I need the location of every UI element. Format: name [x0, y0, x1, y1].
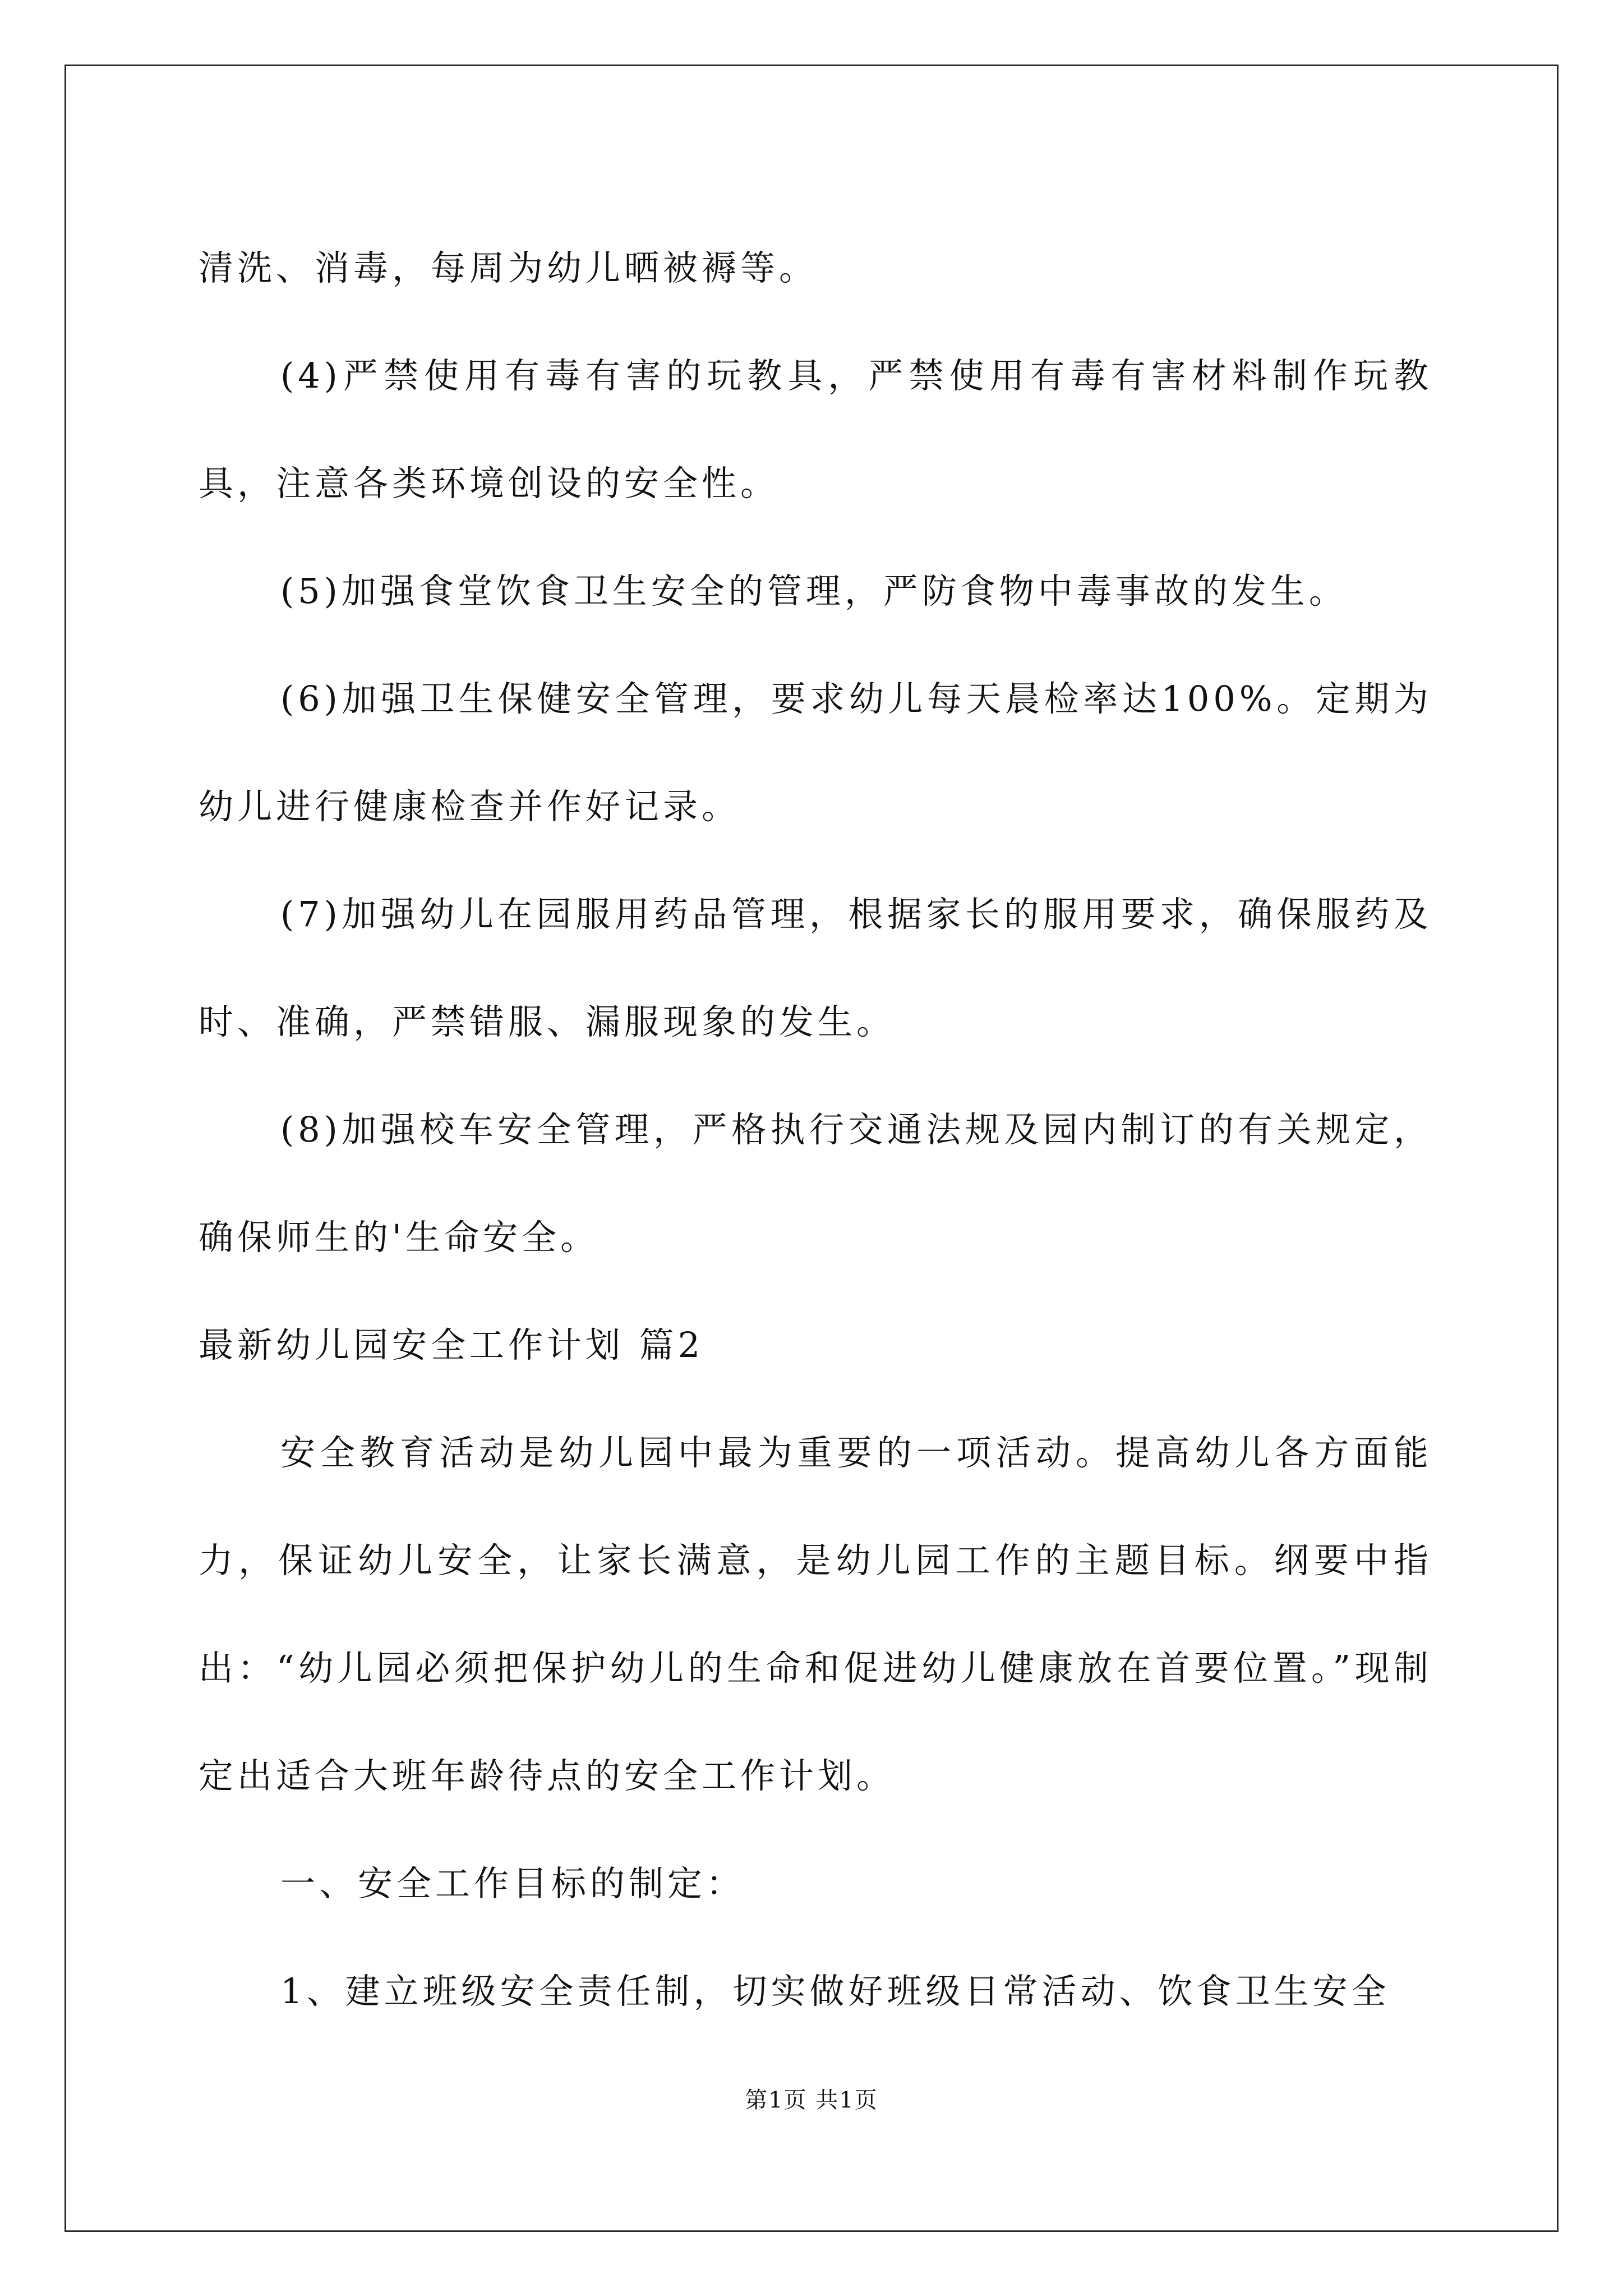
paragraph-section-one-title: 一、安全工作目标的制定： — [280, 1863, 745, 1904]
paragraph-list-item-1: 1、建立班级安全责任制，切实做好班级日常活动、饮食卫生安全 — [280, 1971, 1390, 2012]
section-heading: 最新幼儿园安全工作计划 篇2 — [199, 1324, 704, 1365]
paragraph-item-8: (8)加强校车安全管理，严格执行交通法规及园内制订的有关规定，确保师生的'生命安全。 — [199, 1109, 1432, 1258]
paragraph-item-6: (6)加强卫生保健安全管理，要求幼儿每天晨检率达100%。定期为幼儿进行健康检查并作好记录。 — [199, 678, 1432, 827]
paragraph-item-7: (7)加强幼儿在园服用药品管理，根据家长的服用要求，确保服药及时、准确，严禁错服、漏服现象的发生。 — [199, 894, 1432, 1042]
page-footer: 第1页 共1页 — [745, 2087, 878, 2113]
paragraph-intro: 安全教育活动是幼儿园中最为重要的一项活动。提高幼儿各方面能力，保证幼儿安全，让家长满意，是幼儿园工作的主题目标。纲要中指出：“幼儿园必须把保护幼儿的生命和促进幼儿健康放在首要位置。”现制定出适合大班年龄待点的安全工作计划。 — [199, 1432, 1432, 1796]
paragraph-item-5: (5)加强食堂饮食卫生安全的管理，严防食物中毒事故的发生。 — [280, 570, 1348, 611]
paragraph-continuation: 清洗、消毒，每周为幼儿晒被褥等。 — [199, 247, 818, 288]
document-body — [199, 214, 1432, 2045]
paragraph-item-4: (4)严禁使用有毒有害的玩教具，严禁使用有毒有害材料制作玩教具，注意各类环境创设的安全性。 — [199, 355, 1432, 504]
